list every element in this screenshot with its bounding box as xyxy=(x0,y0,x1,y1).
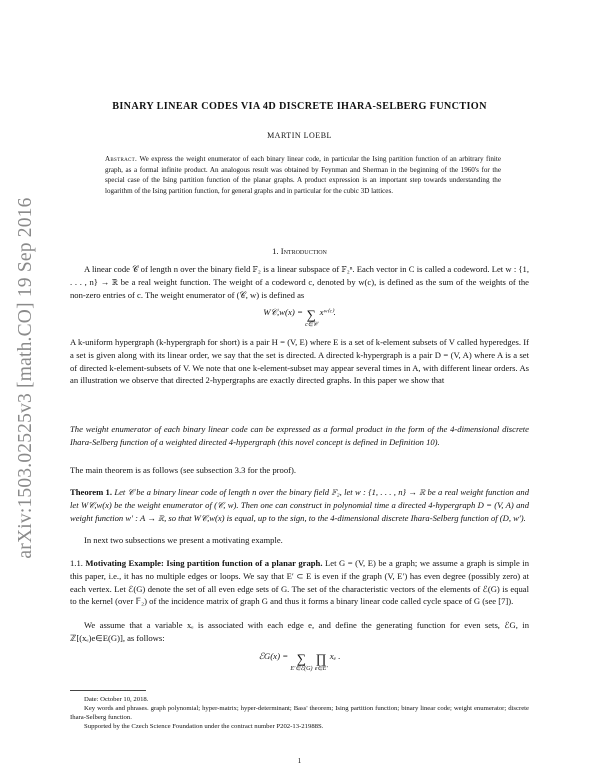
section-number: 1. xyxy=(272,246,279,256)
footnote-rule xyxy=(70,690,146,691)
footnote-support: Supported by the Czech Science Foundation under the contract number P202-13-21988S. xyxy=(84,723,324,730)
abstract xyxy=(105,154,501,197)
eq1-sub: c∈𝒞 xyxy=(305,322,318,328)
eq2-rhs: xₑ . xyxy=(329,651,341,661)
paragraph-hypergraph: A k-uniform hypergraph (k-hypergraph for short) is a pair H = (V, E) where E is a set of k-element subsets of V called hyperedges. If a set is given along with its linear order, we say that the set is directed. A directed k-hypergraph is a pair D = (V, A) where A is a set of directed k-element-subsets of V. We note that one k-element-subset may appear several times in A, with different linear orders. As an illustration we observe that directed 2-hypergraphs are exactly directed graphs. In this paper we show that xyxy=(70,337,529,386)
equation-weight-enumerator xyxy=(70,307,529,329)
author: MARTIN LOEBL xyxy=(267,131,332,140)
theorem-text: Let 𝒞 be a binary linear code of length n over the binary field 𝔽₂, let w : {1, . . . , n} → ℝ be a real weight function and let W𝒞,w(x) be the weight enumerator of (𝒞, w). Then one can construct in polynomial time a directed 4-hypergraph D = (V, A) and weight function w′ : A → ℝ, so that W𝒞,w(x) is equal, up to the sign, to the 4-dimensional discrete Ihara-Selberg function of (D, w′). xyxy=(70,487,529,523)
subsection-1-1 xyxy=(70,557,529,608)
subsection-number: 1.1. xyxy=(70,558,83,568)
arxiv-id: arXiv:1503.02525v3 [math.CO] 19 Sep 2016 xyxy=(15,197,36,559)
section-title: Introduction xyxy=(280,246,327,256)
paragraph-motivating: In next two subsections we present a motivating example. xyxy=(84,535,283,545)
footnote-keywords: Key words and phrases. graph polynomial; hyper-matrix; hyper-determinant; Bass' theorem; Ising partition function; binary linear code; weight enumerator; discrete Ihara-Selberg function. xyxy=(70,705,529,721)
abstract-text: We express the weight enumerator of each binary linear code, in particular the Ising partition function of an arbitrary finite graph, as a formal infinite product. An analogous result was obtained by Feynman and Sherman in the beginning of the 1960's for the special case of the Ising partition function of the planar graphs. A product expression is an important step towards understanding the logarithm of the Ising partition function, for general graphs and in particular for the cubic 3D lattices. xyxy=(105,155,501,196)
subsection-text: Let G = (V, E) be a graph; we assume a graph is simple in this paper, i.e., it has no multiple edges or loops. We say that E′ ⊂ E is even if the graph (V, E′) has even degree (possibly zero) at each vertex. Let ℰ(G) denote the set of all even edge sets of G. The set of the characteristic vectors of the elements of ℰ(G) is equal to the kernel (over 𝔽₂) of the incidence matrix of graph G and thus it forms a binary linear code called cycle space of G (see [7]). xyxy=(70,558,529,607)
theorem-label: Theorem 1. xyxy=(70,487,113,497)
paragraph-linear-code: A linear code 𝒞 of length n over the binary field 𝔽₂ is a linear subspace of 𝔽₂ⁿ. Each vector in C is called a codeword. Let w : {1, . . . , n} → ℝ be a real weight function. The weight of a codeword c, denoted by w(c), is defined as the sum of the weights of the non-zero entries of c. The weight enumerator of (𝒞, w) is defined as xyxy=(70,264,529,300)
paper-title: BINARY LINEAR CODES VIA 4D DISCRETE IHARA-SELBERG FUNCTION xyxy=(112,101,487,112)
abstract-label: Abstract. xyxy=(105,155,138,163)
section-heading xyxy=(70,246,529,256)
eq2-lhs: ℰG(x) = xyxy=(258,651,289,661)
eq2-sub1: E′∈ℰ(G) xyxy=(290,666,313,672)
eq2-prod: ∏ xyxy=(315,651,327,666)
arxiv-stamp xyxy=(8,158,44,598)
eq2-sum: ∑ xyxy=(296,651,307,666)
paragraph-main-theorem-intro: The main theorem is as follows (see subsection 3.3 for the proof). xyxy=(70,465,297,475)
subsection-title: Motivating Example: Ising partition function of a planar graph. xyxy=(85,558,323,568)
eq1-lhs: W𝒞,w(x) = xyxy=(263,307,303,317)
paragraph-generating-function: We assume that a variable xₑ is associated with each edge e, and define the generating function for even sets, ℰG, in ℤ[(xₑ)e∈E(G)], as follows: xyxy=(70,620,529,643)
paragraph-main-claim: The weight enumerator of each binary linear code can be expressed as a formal product in the form of the 4-dimensional discrete Ihara-Selberg function of a weighted directed 4-hypergraph (this novel concept is defined in Definition 10). xyxy=(70,424,529,447)
eq1-sum: ∑ xyxy=(306,307,316,322)
eq1-rhs: xʷ⁽ᶜ⁾. xyxy=(319,307,336,317)
eq2-sub2: e∈E′ xyxy=(314,666,328,672)
equation-even-sets xyxy=(70,651,529,672)
page-number: 1 xyxy=(297,756,302,765)
footnote-date: Date: October 10, 2018. xyxy=(84,696,149,703)
theorem-1 xyxy=(70,486,529,524)
